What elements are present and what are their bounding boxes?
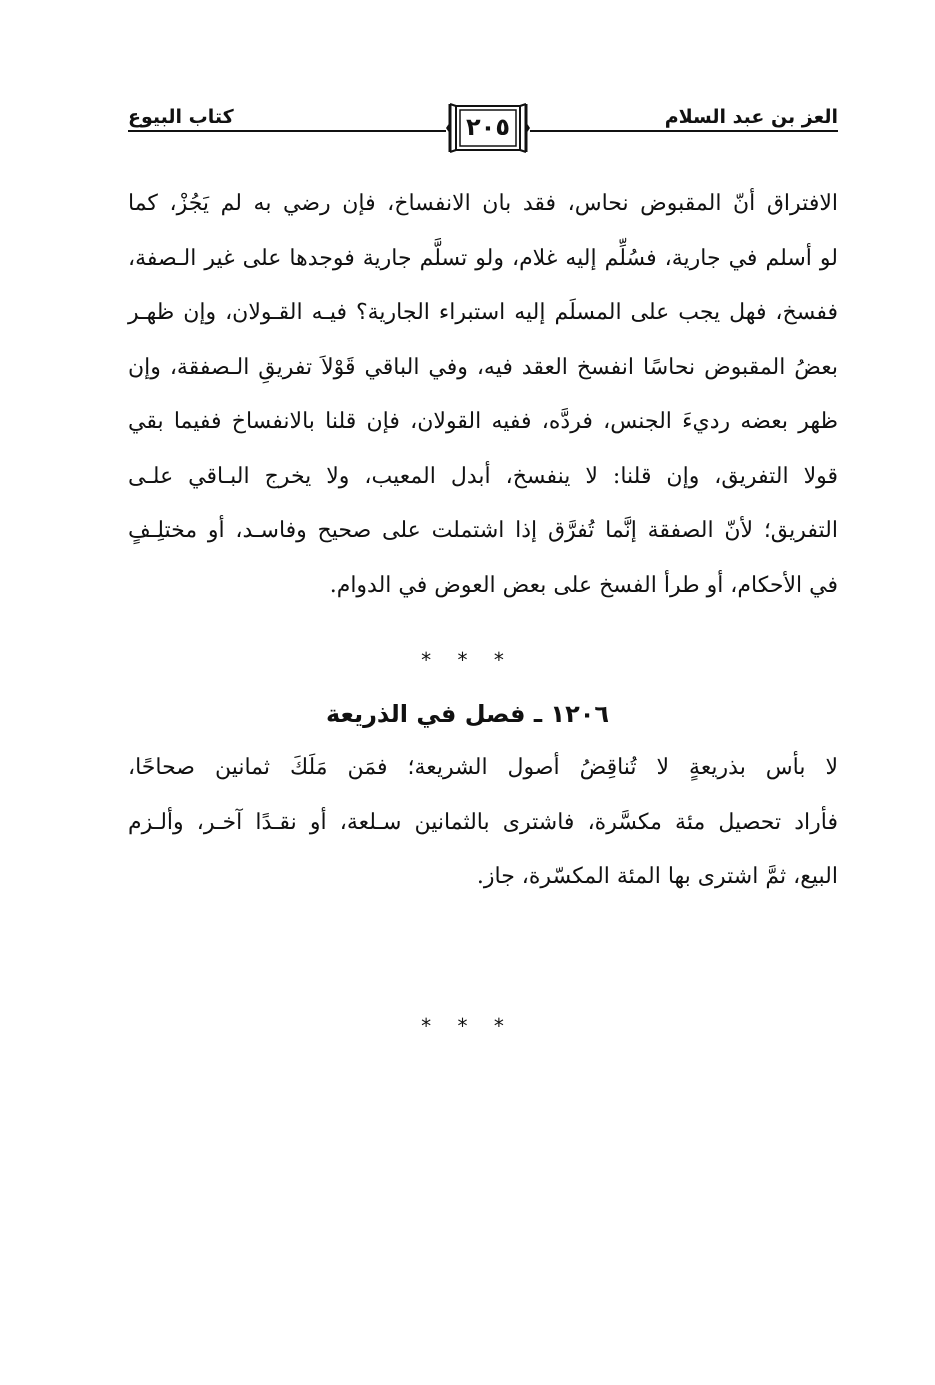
running-head-book-title: كتاب البيوع: [128, 106, 234, 128]
section-separator: * * *: [421, 648, 514, 672]
text-line: البيع، ثمَّ اشترى بها المئة المكسّرة، جاز.: [476, 864, 838, 889]
running-head-author: العز بن عبد السلام: [664, 106, 838, 128]
page-number-frame: [446, 100, 530, 156]
text-line: لا بأس بذريعةٍ لا تُناقِضُ أصول الشريعة؛ فمَن مَلَكَ ثمانين صحاحًا،: [128, 755, 838, 780]
text-line: لو أسلم في جارية، فسُلِّم إليه غلام، ولو تسلَّم جارية فوجدها على غير الـصفة،: [128, 245, 838, 271]
text-line: في الأحكام، أو طرأ الفسخ على بعض العوض في الدوام.: [329, 572, 838, 598]
text-line: قولا التفريق، وإن قلنا: لا ينفسخ، أبدل المعيب، ولا يخرج البـاقي علـى: [128, 463, 838, 489]
text-line: فأراد تحصيل مئة مكسَّرة، فاشترى بالثمانين سـلعة، أو نقـدًا آخـر، وألـزم: [128, 809, 838, 835]
page-number: ٢٠٥: [466, 113, 510, 141]
header-rule-left: [128, 130, 446, 132]
paragraph-1: [128, 177, 838, 613]
text-line: الافتراق أنّ المقبوض نحاس، فقد بان الانفساخ، فإن رضي به لم يَجُزْ، كما: [128, 191, 838, 216]
text-line: بعضُ المقبوض نحاسًا انفسخ العقد فيه، وفي الباقي قَوْلاَ تفريقِ الـصفقة، وإن: [128, 354, 838, 380]
text-line: التفريق؛ لأنّ الصفقة إنَّما تُفرَّق إذا اشتملت على صحيح وفاسـد، أو مختلِـفٍ: [128, 518, 838, 543]
section-separator: * * *: [421, 1014, 514, 1038]
page-header: [128, 98, 838, 160]
header-rule-right: [530, 130, 838, 132]
paragraph-2: [128, 741, 838, 905]
text-line: ظهر بعضه رديءَ الجنس، فردَّه، ففيه القولان، فإن قلنا بالانفساخ ففيما بقي: [128, 409, 838, 434]
text-line: ففسخ، فهل يجب على المسلَم إليه استبراء الجارية؟ فيـه القـولان، وإن ظهـر: [128, 300, 838, 325]
section-heading: ١٢٠٦ ـ فصل في الذريعة: [325, 700, 610, 728]
